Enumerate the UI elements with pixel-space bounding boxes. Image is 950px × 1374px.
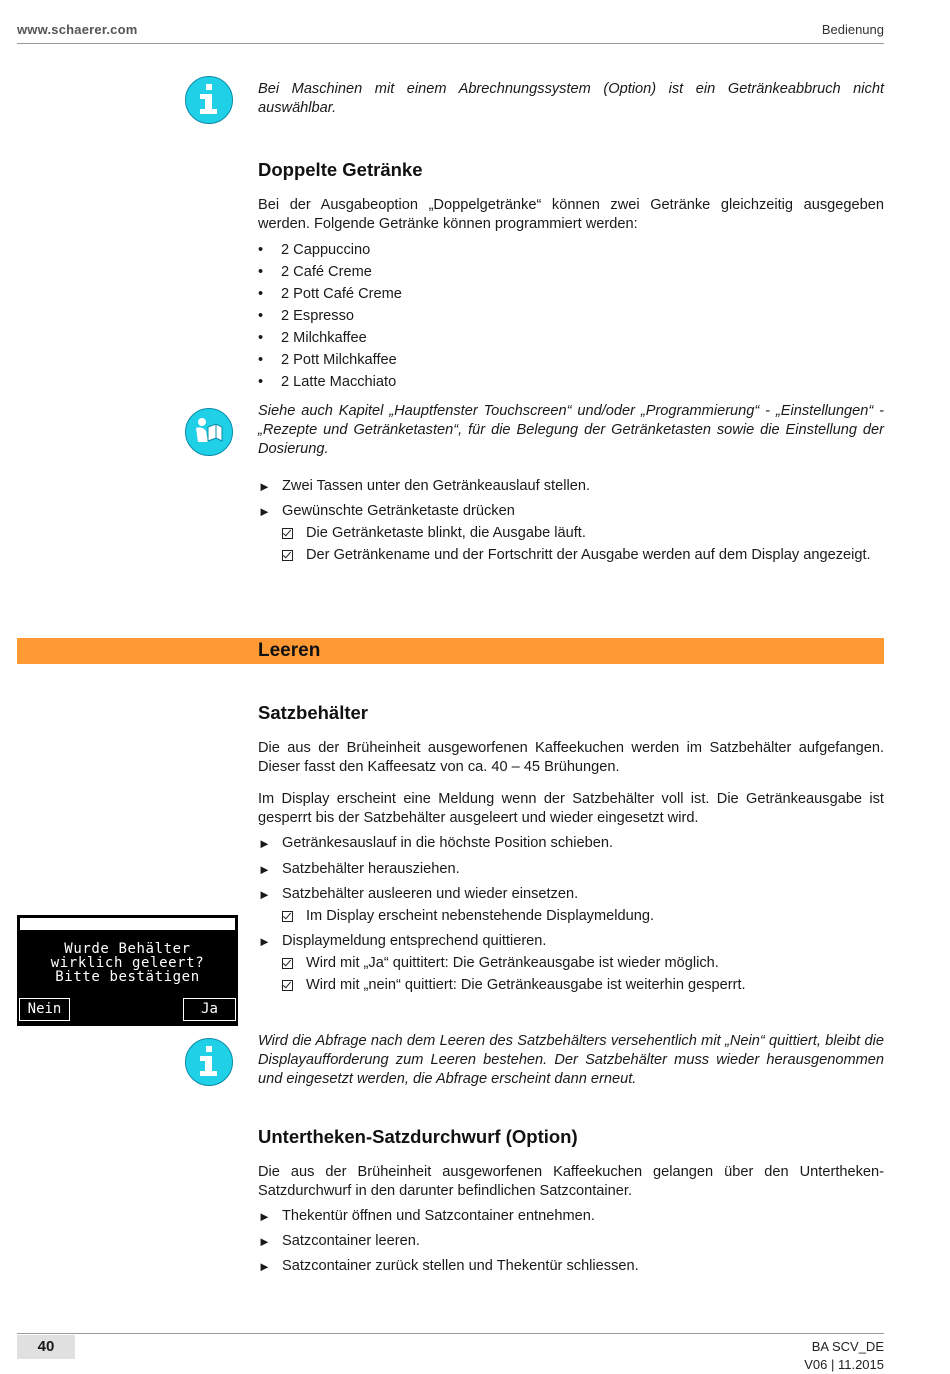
result-item: Wird mit „nein“ quittiert: Die Getränkeausgabe ist weiterhin gesperrt. <box>258 976 884 998</box>
checkbox-icon <box>282 958 293 969</box>
doppelte-steps <box>258 477 884 586</box>
manual-reference-icon <box>185 408 233 456</box>
list-item: • 2 Latte Macchiato <box>258 374 397 390</box>
step-item: ► Thekentür öffnen und Satzcontainer entnehmen. <box>258 1208 595 1224</box>
step-item: ► Displaymeldung entsprechend quittieren. <box>258 933 547 949</box>
display-message-screen <box>17 915 238 1026</box>
untertheken-para: Die aus der Brüheinheit ausgeworfenen Kaffeekuchen gelangen über den Untertheken-Satzdurchwurf in den darunter befindlichen Satzcontainer. <box>258 1164 884 1199</box>
list-item: • 2 Espresso <box>258 308 355 324</box>
heading-satzbehaelter: Satzbehälter <box>258 702 369 723</box>
display-yes-button[interactable]: Ja <box>183 998 236 1021</box>
satzbehaelter-para2: Im Display erscheint eine Meldung wenn der Satzbehälter voll ist. Die Getränkeausgabe ist gesperrt bis der Satzbehälter ausgeleert und wieder eingesetzt wird. <box>258 791 884 826</box>
list-item: • 2 Pott Café Creme <box>258 286 402 302</box>
section-title-leeren: Leeren <box>258 640 321 661</box>
list-item: • 2 Cappuccino <box>258 242 371 258</box>
result-item: Wird mit „Ja“ quittitert: Die Getränkeausgabe ist wieder möglich. <box>258 954 884 976</box>
info-icon <box>185 76 233 124</box>
step-item: ► Satzcontainer leeren. <box>258 1233 420 1249</box>
display-message: Wurde Behälter wirklich geleert? Bitte bestätigen <box>50 941 205 985</box>
step-item: ► Getränkesauslauf in die höchste Position schieben. <box>258 835 613 851</box>
checkbox-icon <box>282 528 293 539</box>
checkbox-icon <box>282 550 293 561</box>
list-item: • 2 Café Creme <box>258 264 372 280</box>
list-item: • 2 Milchkaffee <box>258 330 367 346</box>
result-item: Im Display erscheint nebenstehende Displaymeldung. <box>258 907 884 932</box>
checkbox-icon <box>282 911 293 922</box>
doppelte-drink-list <box>258 241 884 395</box>
list-item: • 2 Pott Milchkaffee <box>258 352 397 368</box>
checkbox-icon <box>282 980 293 991</box>
footer-rule <box>17 1333 884 1334</box>
doc-version: V06 | 11.2015 <box>804 1357 884 1372</box>
display-status-bar <box>20 918 235 930</box>
info-icon <box>185 1038 233 1086</box>
result-item: Der Getränkename und der Fortschritt der Ausgabe werden auf dem Display angezeigt. <box>258 546 884 586</box>
display-no-button[interactable]: Nein <box>19 998 70 1021</box>
step-item: ► Satzcontainer zurück stellen und Thekentür schliessen. <box>258 1258 639 1274</box>
untertheken-steps <box>258 1207 884 1279</box>
website-url: www.schaerer.com <box>17 22 138 37</box>
step-item: ► Satzbehälter herausziehen. <box>258 861 460 877</box>
doc-code: BA SCV_DE <box>811 1339 884 1354</box>
note-nein-acknowledged: Wird die Abfrage nach dem Leeren des Satzbehälters versehentlich mit „Nein“ quittiert, bleibt die Displayaufforderung zum Leeren bestehen. Der Satzbehälter muss wieder herausgenommen und eingesetzt werden, die Abfrage erscheint dann erneut. <box>258 1033 884 1087</box>
heading-doppelte-getraenke: Doppelte Getränke <box>258 159 423 180</box>
reference-note: Siehe auch Kapitel „Hauptfenster Touchscreen“ und/oder „Programmierung“ - „Einstellungen“ - „Rezepte und Getränketasten“, für die Belegung der Getränketasten sowie die Einstellung der Dosierung. <box>258 403 884 457</box>
header-section-title: Bedienung <box>821 22 884 37</box>
step-item: ► Gewünschte Getränketaste drücken <box>258 503 515 519</box>
section-bar <box>17 638 884 664</box>
header-rule <box>17 43 884 44</box>
page-number: 40 <box>17 1335 75 1359</box>
step-item: ► Zwei Tassen unter den Getränkeauslauf stellen. <box>258 478 590 494</box>
step-item: ► Satzbehälter ausleeren und wieder einsetzen. <box>258 886 579 902</box>
satzbehaelter-para1: Die aus der Brüheinheit ausgeworfenen Kaffeekuchen werden im Satzbehälter aufgefangen. Dieser fasst den Kaffeesatz von ca. 40 – 45 Brühungen. <box>258 740 884 775</box>
note-billing-system: Bei Maschinen mit einem Abrechnungssystem (Option) ist ein Getränkeabbruch nicht auswählbar. <box>258 81 884 116</box>
result-item: Die Getränketaste blinkt, die Ausgabe läuft. <box>258 524 884 546</box>
satzbehaelter-steps <box>258 834 884 998</box>
footer-doc-info <box>804 1338 884 1374</box>
heading-untertheken: Untertheken-Satzdurchwurf (Option) <box>258 1126 578 1147</box>
doppelte-intro: Bei der Ausgabeoption „Doppelgetränke“ können zwei Getränke gleichzeitig ausgegeben werden. Folgende Getränke können programmiert werden: <box>258 197 884 232</box>
